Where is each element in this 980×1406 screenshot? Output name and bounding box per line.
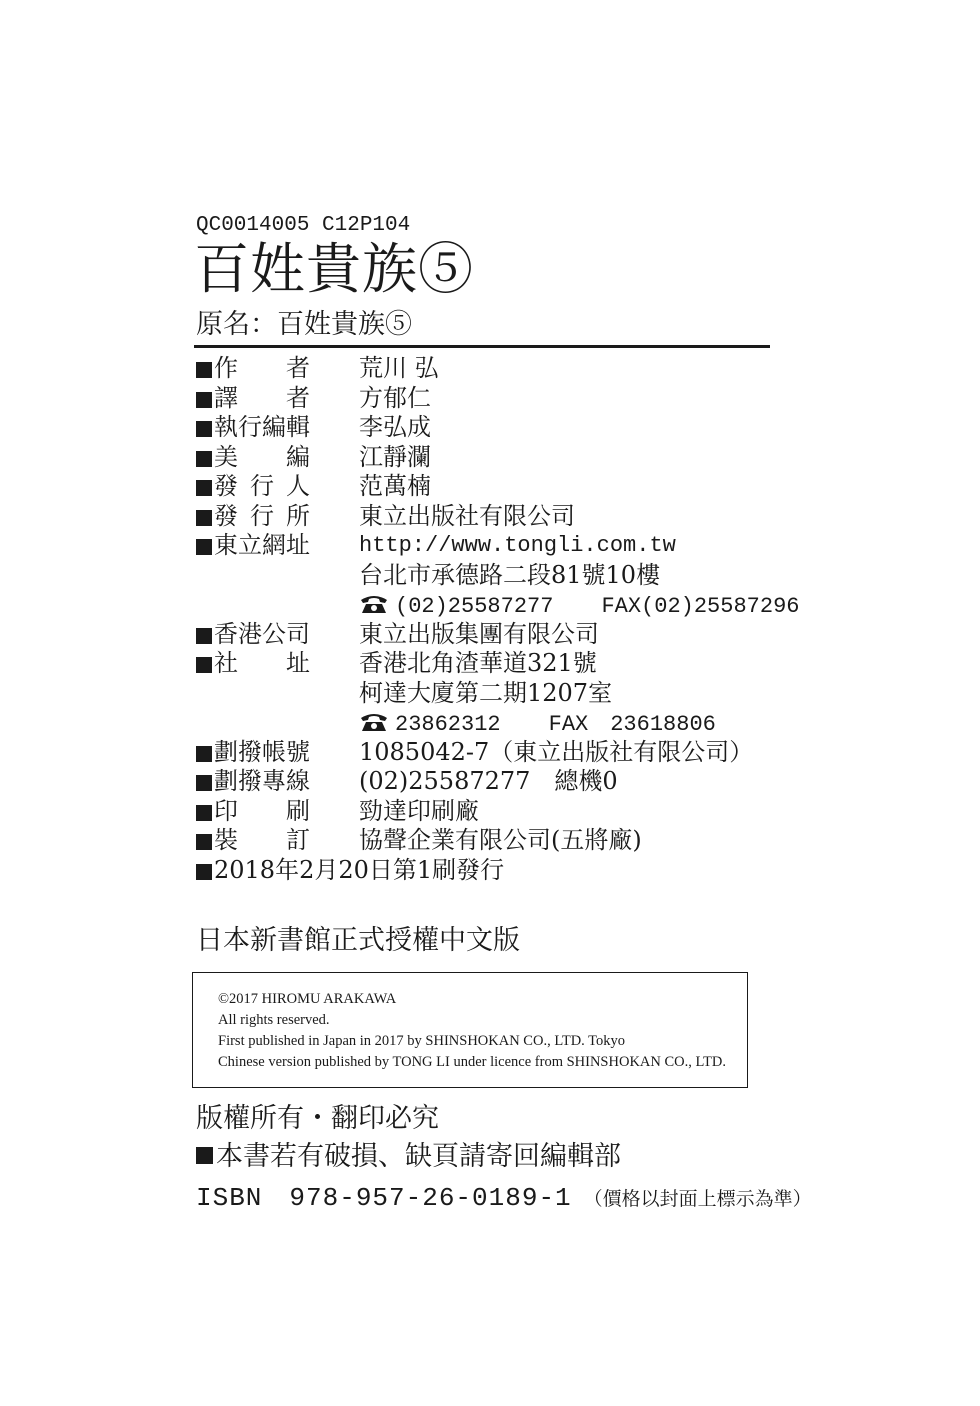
license-statement: 日本新書館正式授權中文版: [196, 925, 520, 956]
hk-address-label: 社 址: [214, 649, 310, 677]
tw-address: 台北市承德路二段81號10樓: [359, 560, 661, 589]
credit-value: 勁達印刷廠: [359, 796, 479, 825]
book-title: 百姓貴族⑤: [194, 237, 475, 301]
bullet-square: [196, 539, 212, 555]
credit-label: 發 行 人: [214, 472, 310, 500]
credit-value: 協聲企業有限公司(五將廠): [359, 826, 642, 854]
copyright-line: ©2017 HIROMU ARAKAWA: [218, 991, 397, 1007]
credit-value: 1085042-7（東立出版社有限公司）: [359, 737, 754, 766]
phone-icon: [359, 592, 389, 612]
tw-phone: (02)25587277: [395, 594, 554, 619]
bullet-square: [196, 746, 212, 762]
bullet-square: [196, 805, 212, 821]
copyright-line: Chinese version published by TONG LI under licence from SHINSHOKAN CO., LTD.: [218, 1054, 726, 1070]
bullet-square: [196, 1147, 213, 1164]
hk-fax: FAX 23618806: [548, 712, 716, 737]
credit-label: 劃撥專線: [214, 767, 310, 795]
copyright-box: [192, 972, 748, 1088]
copyright-line: First published in Japan in 2017 by SHINSHOKAN CO., LTD. Tokyo: [218, 1033, 626, 1049]
copyright-line: All rights reserved.: [218, 1012, 330, 1028]
damage-notice: 本書若有破損、缺頁請寄回編輯部: [196, 1140, 621, 1174]
isbn: ISBN 978-957-26-0189-1: [196, 1183, 572, 1213]
bullet-square: [196, 362, 212, 378]
original-title: 原名：百姓貴族⑤: [196, 309, 412, 340]
bullet-square: [196, 451, 212, 467]
credit-value: 方郁仁: [359, 383, 431, 412]
title-divider: [194, 345, 770, 348]
credit-label: 譯 者: [214, 383, 310, 412]
credit-label: 裝 訂: [214, 826, 310, 854]
rights-statement: 版權所有・翻印必究: [196, 1103, 439, 1134]
tw-fax: FAX(02)25587296: [601, 594, 800, 619]
credit-value: http://www.tongli.com.tw: [359, 533, 676, 558]
bullet-square: [196, 628, 212, 644]
credit-value: 范萬楠: [359, 472, 431, 500]
bullet-square: [196, 510, 212, 526]
bullet-square: [196, 480, 212, 496]
print-date: 2018年2月20日第1刷發行: [214, 855, 505, 884]
credit-value: 江靜瀾: [359, 442, 431, 471]
credit-label: 作 者: [214, 354, 310, 382]
catalog-code: QC0014005 C12P104: [196, 214, 411, 237]
hk-address-1: 香港北角渣華道321號: [359, 649, 597, 677]
credit-label: 美 編: [214, 442, 310, 471]
credit-value: 李弘成: [359, 413, 431, 441]
phone-icon: [359, 710, 389, 730]
bullet-square: [196, 657, 212, 673]
credit-label: 印 刷: [214, 796, 310, 825]
hk-company-label: 香港公司: [214, 619, 310, 648]
credit-label: 劃撥帳號: [214, 737, 310, 766]
bullet-square: [196, 775, 212, 791]
credit-label: 發 行 所: [214, 501, 310, 530]
credit-label: 執行編輯: [214, 413, 310, 441]
bullet-square: [196, 834, 212, 850]
isbn-line: [196, 1176, 812, 1213]
credit-value: 東立出版社有限公司: [359, 501, 575, 530]
price-note: （價格以封面上標示為準）: [583, 1188, 812, 1210]
hk-company: 東立出版集團有限公司: [359, 619, 599, 648]
bullet-square: [196, 392, 212, 408]
credit-value: 荒川 弘: [359, 354, 439, 382]
bullet-square: [196, 421, 212, 437]
credit-label: 東立網址: [214, 531, 310, 559]
hk-address-2: 柯達大廈第二期1207室: [359, 678, 613, 707]
credit-value: (02)25587277 總機0: [359, 767, 618, 795]
hk-phone: 23862312: [395, 712, 501, 737]
bullet-square: [196, 864, 212, 880]
